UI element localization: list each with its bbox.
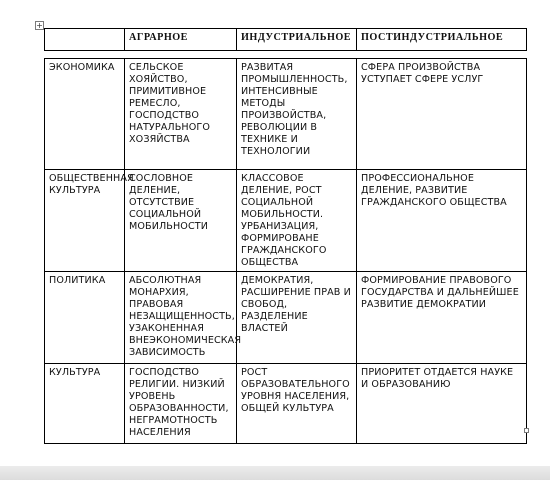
table-move-handle-icon[interactable]: + [36,21,43,30]
table-header-row [45,29,527,51]
table-resize-handle-icon[interactable] [524,428,529,433]
table-spacer-row [45,51,527,59]
table-row [45,170,527,272]
row-label: ЭКОНОМИКА [45,59,125,170]
society-types-table [44,28,527,444]
cell-agrarian: СОСЛОВНОЕ ДЕЛЕНИЕ, ОТСУТСТВИЕ СОЦИАЛЬНОЙ МОБИЛЬНОСТИ [125,170,237,272]
cell-agrarian: АБСОЛЮТНАЯ МОНАРХИЯ, ПРАВОВАЯ НЕЗАЩИЩЕННОСТЬ, УЗАКОНЕННАЯ ВНЕЭКОНОМИЧЕСКАЯ ЗАВИСИМОСТЬ [125,272,237,364]
header-industrial: ИНДУСТРИАЛЬНОЕ [237,29,357,51]
cell-industrial: РАЗВИТАЯ ПРОМЫШЛЕННОСТЬ, ИНТЕНСИВНЫЕ МЕТОДЫ ПРОИЗВОЙСТВА, РЕВОЛЮЦИИ В ТЕХНИКЕ И ТЕХНОЛОГИИ [237,59,357,170]
table-row [45,272,527,364]
header-corner-cell [45,29,125,51]
page-bottom-edge [0,466,550,480]
cell-postindustrial: ПРОФЕССИОНАЛЬНОЕ ДЕЛЕНИЕ, РАЗВИТИЕ ГРАЖДАНСКОГО ОБЩЕСТВА [357,170,527,272]
cell-postindustrial: ПРИОРИТЕТ ОТДАЕТСЯ НАУКЕ И ОБРАЗОВАНИЮ [357,364,527,444]
spacer-cell [45,51,527,59]
row-label: ОБЩЕСТВЕННАЯ КУЛЬТУРА [45,170,125,272]
cell-postindustrial: ФОРМИРОВАНИЕ ПРАВОВОГО ГОСУДАРСТВА И ДАЛЬНЕЙШЕЕ РАЗВИТИЕ ДЕМОКРАТИИ [357,272,527,364]
cell-industrial: РОСТ ОБРАЗОВАТЕЛЬНОГО УРОВНЯ НАСЕЛЕНИЯ, ОБЩЕЙ КУЛЬТУРА [237,364,357,444]
row-label: КУЛЬТУРА [45,364,125,444]
cell-agrarian: ГОСПОДСТВО РЕЛИГИИ. НИЗКИЙ УРОВЕНЬ ОБРАЗОВАННОСТИ, НЕГРАМОТНОСТЬ НАСЕЛЕНИЯ [125,364,237,444]
cell-industrial: ДЕМОКРАТИЯ, РАСШИРЕНИЕ ПРАВ И СВОБОД, РАЗДЕЛЕНИЕ ВЛАСТЕЙ [237,272,357,364]
header-postindustrial: ПОСТИНДУСТРИАЛЬНОЕ [357,29,527,51]
table-row [45,59,527,170]
table-row [45,364,527,444]
cell-postindustrial: СФЕРА ПРОИЗВОЙСТВА УСТУПАЕТ СФЕРЕ УСЛУГ [357,59,527,170]
row-label: ПОЛИТИКА [45,272,125,364]
header-agrarian: АГРАРНОЕ [125,29,237,51]
cell-industrial: КЛАССОВОЕ ДЕЛЕНИЕ, РОСТ СОЦИАЛЬНОЙ МОБИЛЬНОСТИ. УРБАНИЗАЦИЯ, ФОРМИРОВАНЕ ГРАЖДАНСКОГО ОБЩЕСТВА [237,170,357,272]
cell-agrarian: СЕЛЬСКОЕ ХОЯЙСТВО, ПРИМИТИВНОЕ РЕМЕСЛО, ГОСПОДСТВО НАТУРАЛЬНОГО ХОЗЯЙСТВА [125,59,237,170]
